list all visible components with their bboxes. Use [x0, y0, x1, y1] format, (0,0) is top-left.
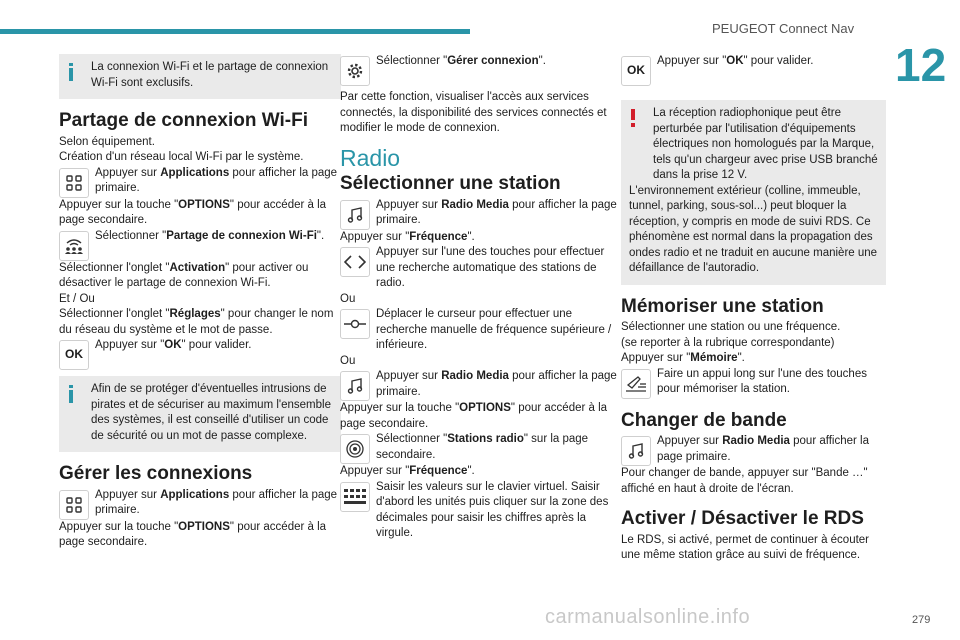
text — [621, 351, 886, 367]
applications-icon — [59, 168, 89, 198]
text: Appuyer sur la touche " — [59, 520, 179, 533]
text: Appuyer sur — [657, 435, 723, 447]
text: " pour activer ou désactiver le partage de connexion Wi-Fi. — [59, 261, 309, 289]
text: Ou — [340, 354, 356, 367]
music-note-icon — [340, 200, 370, 230]
chevrons-icon — [340, 247, 370, 277]
keyboard-icon — [340, 482, 370, 512]
text: Mémoire — [690, 352, 738, 364]
text: Appuyer sur la touche " — [59, 198, 179, 211]
step — [621, 54, 886, 86]
text: Applications — [160, 166, 230, 179]
warning-text: La réception radiophonique peut être perturbée par l'utilisation d'équipements électriques non homologués par la Marque, tels qu'un chargeur avec prise USB branché dans la prise 12 V. — [653, 107, 878, 181]
info-icon — [69, 63, 73, 81]
text: Ou — [340, 292, 356, 305]
heading-radio: Radio — [340, 144, 401, 171]
text: Appuyer sur — [95, 488, 161, 501]
text: " sur la page secondaire. — [376, 433, 589, 461]
text: ". — [316, 229, 325, 242]
step — [59, 338, 341, 370]
step — [59, 488, 341, 520]
text: (se reporter à la rubrique correspondante) — [621, 336, 835, 349]
music-note-icon — [340, 371, 370, 401]
text — [59, 261, 341, 292]
text: " pour valider. — [743, 55, 814, 67]
text: Le RDS, si activé, permet de continuer à écouter une même station grâce au suivi de fréquence. — [621, 533, 870, 561]
text: OPTIONS — [178, 198, 230, 211]
text: Appuyer sur — [95, 166, 161, 179]
header-title: PEUGEOT Connect Nav — [712, 21, 855, 36]
text: Selon équipement. — [59, 135, 155, 148]
step — [340, 198, 622, 230]
chapter-number: 12 — [895, 39, 947, 91]
text: Saisir les valeurs sur le clavier virtuel. Saisir d'abord les unités puis cliquer sur la zone des décimales pour saisir les chiffres après la virgule. — [376, 480, 609, 539]
text: Gérer connexion — [447, 55, 539, 67]
step — [59, 166, 341, 198]
text: Appuyer sur " — [657, 55, 727, 67]
text: Sélectionner l'onglet " — [59, 308, 170, 320]
radio-station-icon — [340, 434, 370, 464]
text: Radio Media — [722, 435, 790, 447]
step — [340, 432, 622, 464]
heading-memoriser: Mémoriser une station — [621, 295, 824, 317]
warning-box — [621, 100, 886, 285]
step — [340, 369, 622, 401]
info-icon — [69, 385, 73, 403]
text: Stations radio — [447, 433, 524, 445]
text: Faire un appui long sur l'une des touches pour mémoriser la station. — [657, 367, 867, 395]
text — [340, 464, 622, 480]
heading-partage: Partage de connexion Wi-Fi — [59, 110, 308, 131]
text: ". — [467, 230, 475, 243]
warning-text: L'environnement extérieur (colline, immeuble, tunnel, parking, sous-sol...) peut bloquer la réception, y compris en mode de suivi RDS. Ce phénomène est normal dans la propagation des ondes radio et ne traduit en aucune manière une défaillance de l'autoradio. — [629, 184, 878, 274]
text: Réglages — [169, 308, 221, 320]
text: pour afficher la page primaire. — [376, 198, 617, 226]
text: Appuyer sur " — [621, 352, 691, 364]
text — [59, 520, 341, 551]
watermark: carmanualsonline.info — [545, 606, 751, 628]
text: Sélectionner " — [95, 229, 167, 242]
music-note-icon — [621, 436, 651, 466]
text: " pour accéder à la page secondaire. — [340, 402, 608, 430]
text: pour afficher la page primaire. — [657, 435, 869, 463]
info-text: La connexion Wi-Fi et le partage de connexion Wi-Fi sont exclusifs. — [91, 61, 329, 89]
text: Et / Ou — [59, 292, 95, 305]
text: Activation — [169, 261, 226, 274]
heading-gerer: Gérer les connexions — [59, 463, 253, 484]
text: Sélectionner " — [376, 55, 448, 67]
text — [59, 198, 341, 229]
text: ". — [467, 465, 475, 477]
text: Radio Media — [441, 198, 509, 211]
text: Appuyer sur — [376, 370, 442, 382]
text: OK — [726, 55, 744, 67]
memory-icon — [621, 369, 651, 399]
text — [340, 230, 622, 246]
step — [340, 245, 622, 292]
text: Appuyer sur " — [340, 465, 410, 477]
step — [340, 54, 622, 86]
step — [340, 307, 622, 354]
heading-select-station: Sélectionner une station — [340, 173, 561, 194]
text: OK — [164, 339, 182, 351]
text: pour afficher la page primaire. — [95, 166, 338, 194]
warning-icon — [631, 109, 635, 127]
text: Fréquence — [409, 230, 468, 243]
heading-rds: Activer / Désactiver le RDS — [621, 508, 864, 529]
gear-icon — [340, 56, 370, 86]
step — [621, 434, 886, 466]
text: pour afficher la page primaire. — [95, 488, 338, 516]
text: Partage de connexion Wi-Fi — [166, 229, 317, 242]
text: Appuyer sur la touche " — [340, 402, 460, 414]
header-bar — [0, 29, 470, 34]
ok-icon: OK — [621, 56, 651, 86]
page-number: 279 — [912, 614, 931, 626]
text: Création d'un réseau local Wi-Fi par le système. — [59, 151, 304, 163]
column-2 — [340, 54, 622, 542]
text: Sélectionner l'onglet " — [59, 261, 170, 274]
slider-icon — [340, 309, 370, 339]
text: " pour accéder à la page secondaire. — [59, 198, 327, 226]
text — [59, 307, 341, 338]
info-text: Afin de se protéger d'éventuelles intrusions de pirates et de sécuriser au maximum l'ensemble des systèmes, il est conseillé d'utiliser un code de sécurité ou un mot de passe complexe. — [91, 383, 331, 442]
text: Radio Media — [441, 370, 509, 382]
info-box — [59, 376, 341, 452]
text: Fréquence — [409, 465, 468, 477]
column-1 — [59, 54, 341, 551]
step — [340, 480, 622, 542]
text: OPTIONS — [178, 520, 230, 533]
text: " pour accéder à la page secondaire. — [59, 520, 327, 548]
text: " pour changer le nom du réseau du système et le mot de passe. — [59, 308, 334, 336]
text: Sélectionner une station ou une fréquence. — [621, 321, 841, 333]
text: Déplacer le curseur pour effectuer une recherche manuelle de fréquence supérieure / inférieure. — [376, 308, 612, 351]
text: ". — [538, 55, 546, 67]
text — [340, 401, 622, 432]
text: Sélectionner " — [376, 433, 448, 445]
text: " pour valider. — [181, 339, 252, 351]
ok-icon: OK — [59, 340, 89, 370]
step — [621, 367, 886, 399]
text: OPTIONS — [459, 402, 511, 414]
text: Applications — [160, 488, 230, 501]
text: Appuyer sur " — [95, 339, 165, 351]
column-3 — [621, 54, 886, 564]
text: pour afficher la page primaire. — [376, 370, 617, 398]
text: Pour changer de bande, appuyer sur "Bande …" affiché en haut à droite de l'écran. — [621, 467, 868, 495]
text: ". — [737, 352, 745, 364]
text: Appuyer sur — [376, 198, 442, 211]
wifi-share-icon — [59, 231, 89, 261]
info-box — [59, 54, 341, 99]
text: Appuyer sur l'une des touches pour effectuer une recherche automatique des stations de radio. — [376, 246, 605, 289]
text: Par cette fonction, visualiser l'accès aux services connectés, la disponibilité des services connectés et modifier le mode de connexion. — [340, 91, 607, 134]
text: Appuyer sur " — [340, 230, 410, 243]
heading-bande: Changer de bande — [621, 409, 787, 431]
applications-icon — [59, 490, 89, 520]
step — [59, 229, 341, 261]
